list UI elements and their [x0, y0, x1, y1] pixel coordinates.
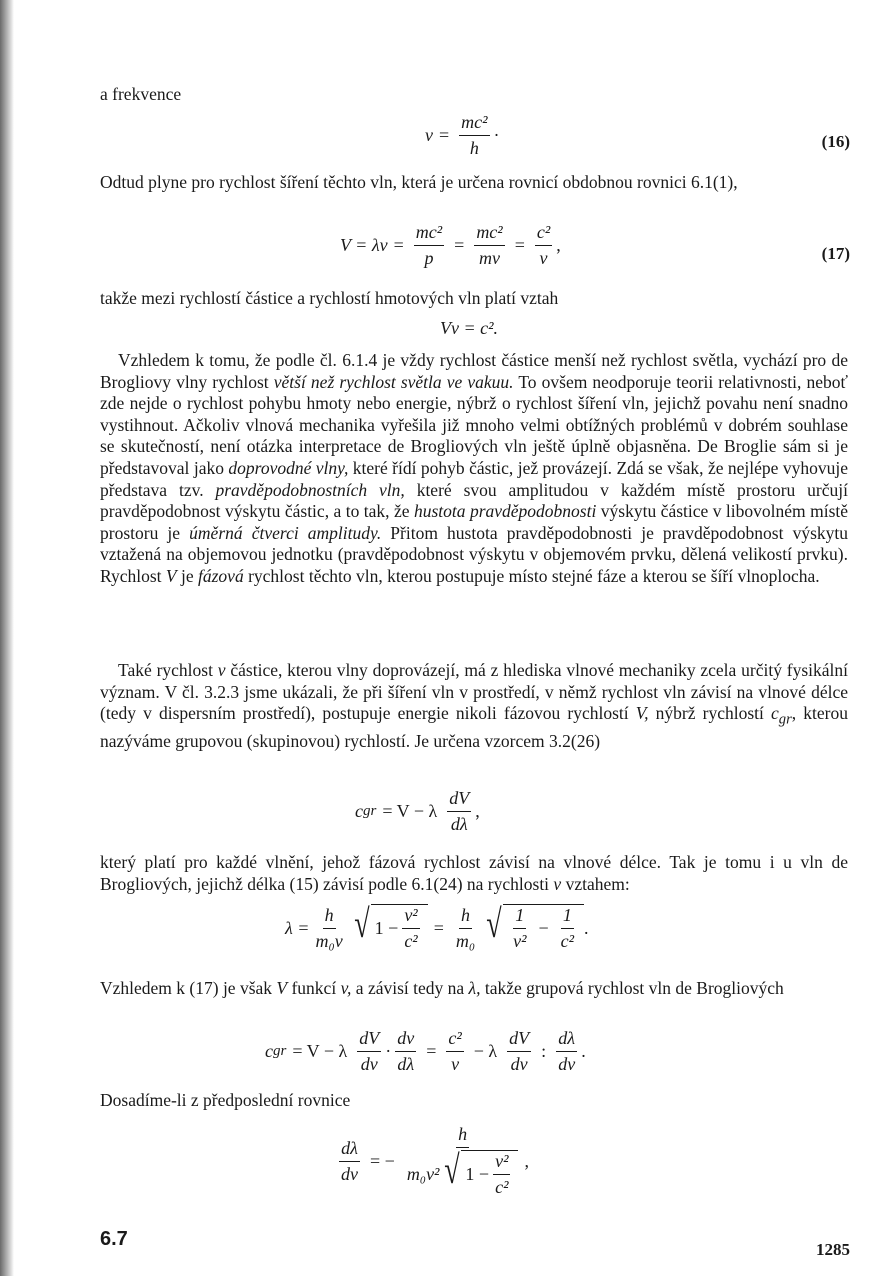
eq16-lhs: ν [425, 125, 433, 145]
eq16-fraction: $\frac{\text{mc²}}{h}$ [461, 112, 488, 158]
book-spine-shadow [0, 0, 14, 1276]
equation-number: (16) [821, 132, 850, 151]
paragraph-5: který platí pro každé vlnění, jehož fázová rychlost závisí na vlnové délce. Tak je tomu i u vln de Brogliových, jejichž délka (15) závisí podle 6.1(24) na rychlosti v vztahem: [100, 852, 848, 894]
equation-group-velocity: c gr = V − λ $\frac{dV}{d\lambda}$ , [355, 788, 480, 834]
equation-number: (17) [821, 244, 850, 263]
book-page [100, 0, 850, 1276]
equation-wavelength: λ = $\frac{h}{\text{m₀v}}$ √ 1 − $\frac{\text{v²}}{\text{c²}}$ = $\frac{h}{\text{m₀}}$ √ $\frac{1}{\text{v²}}$ − $\frac{1}{\text{c²}}$ . [285, 901, 589, 951]
paragraph-3: Vzhledem k tomu, že podle čl. 6.1.4 je vždy rychlost částice menší než rychlost světla, vychází pro de Brogliovy vlny rychlost větší než rychlost světla ve vakuu. To ovšem neodporuje teorii relativnosti, neboť zde nejde o rychlost pohybu hmoty nebo energie, nýbrž o rychlost šíření vln, jejichž povahu není snadno vystihnout. Ačkoliv vlnová mechanika vyřešila již mnoho velmi obtížných problémů v dobrém souhlase se skutečností, není otázka interpretace de Brogliových vln ještě úplně objasněna. De Broglie sám si je představoval jako doprovodné vlny, které řídí pohyb částic, jež provázejí. Zdá se však, že nejlépe vyhovuje představa tzv. pravděpodobnostních vln, které svou amplitudou v každém místě prostoru určují pravděpodobnost výskytu částic, a to tak, že hustota pravděpodobnosti výskytu částice v libovolném místě prostoru je úměrná čtverci amplitudy. Přitom hustota pravděpodobnosti je pravděpodobnost výskytu vztažená na objemovou jednotku (pravděpodobnost výskytu v objemovém prvku, dělená velikostí prvku). Rychlost V je fázová rychlost těchto vln, kterou postupuje místo stejné fáze a kterou se šíří vlnoplocha. [100, 350, 849, 586]
paragraph-4: Také rychlost v částice, kterou vlny doprovázejí, má z hlediska vlnové mechaniky zcela určitý fysikální význam. V čl. 3.2.3 jsme ukázali, že při šíření vln v prostředí, v němž rychlost vln závisí na vlnové délce (tedy v dispersním prostředí), postupuje energie nikoli fázovou rychlostí V, nýbrž rychlostí $c_{gr}$, kterou nazýváme grupovou (skupinovou) rychlostí. Je určena vzorcem 3.2(26) [100, 660, 849, 752]
equation-dlambda-dv: $\frac{d\lambda}{dv}$ = − h m₀v² √ 1 − $\frac{\text{v²}}{\text{c²}}$ , [341, 1124, 529, 1197]
equation-vv: Vv = c². [440, 318, 499, 338]
equation-17: V = λν = $\frac{\text{mc²}}{p}$ = $\frac{\text{mc²}}{mv}$ = $\frac{\text{c²}}{v}$ , (17) [340, 222, 850, 268]
paragraph-1: Odtud plyne pro rychlost šíření těchto vln, která je určena rovnicí obdobnou rovnici 6.1(1), [100, 172, 738, 192]
paragraph-7: Dosadíme-li z předposlední rovnice [100, 1090, 351, 1110]
paragraph-2: takže mezi rychlostí částice a rychlostí hmotových vln platí vztah [100, 288, 559, 308]
equation-16: ν = $\frac{\text{mc²}}{h}$ · (16) [425, 112, 850, 158]
intro-text: a frekvence [100, 84, 182, 104]
page-number: 1285 [816, 1240, 850, 1259]
section-number: 6.7 [100, 1228, 128, 1250]
paragraph-6: Vzhledem k (17) je však V funkcí v, a závisí tedy na λ, takže grupová rychlost vln de Brogliových [100, 978, 784, 998]
equation-group-velocity-expanded: c gr = V − λ $\frac{dV}{dv}$ · $\frac{dv}{d\lambda}$ = $\frac{\text{c²}}{v}$ − λ $\frac{dV}{dv}$ : $\frac{d\lambda}{dv}$ . [265, 1028, 586, 1074]
